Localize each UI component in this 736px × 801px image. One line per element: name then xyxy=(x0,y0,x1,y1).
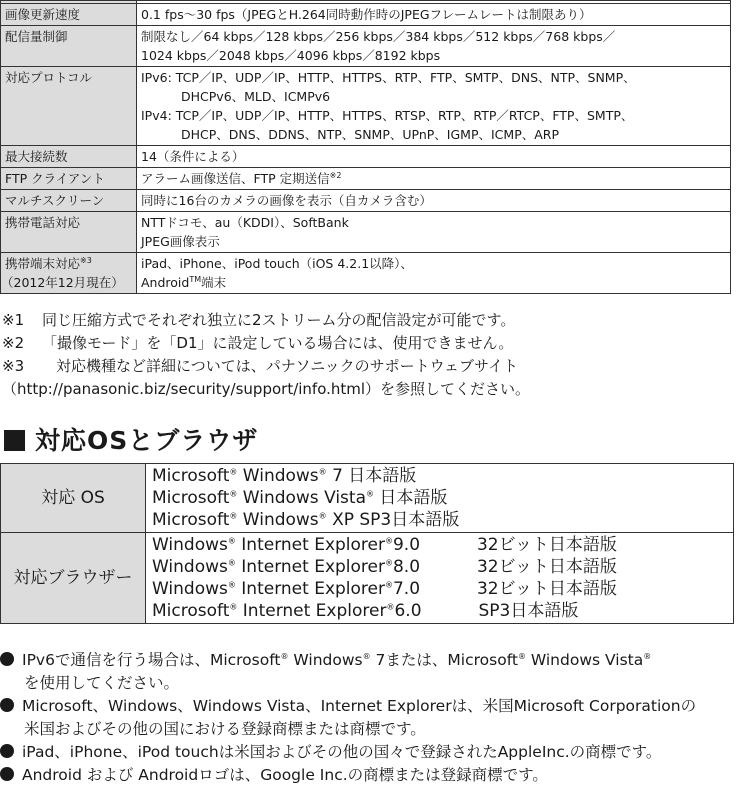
section-heading xyxy=(4,421,258,457)
os-browser-table xyxy=(0,463,734,624)
os-item: Microsoft® Windows Vista® 日本語版 xyxy=(152,488,448,508)
bullet-dot-icon xyxy=(0,744,14,758)
spec-value: 同時に16台のカメラの画像を表示（自カメラ含む） xyxy=(141,193,432,208)
browser-label: 対応ブラウザー xyxy=(1,533,146,624)
spec-key: FTP クライアント xyxy=(1,168,137,190)
os-item: Microsoft® Windows® 7 日本語版 xyxy=(152,466,417,486)
spec-value-tail: 端末 xyxy=(201,275,227,290)
spec-key: 携帯端末対応 xyxy=(5,256,81,271)
footnote-mark: ※3 xyxy=(2,357,25,375)
spec-key: 携帯電話対応 xyxy=(1,212,137,253)
footnote xyxy=(2,332,732,355)
spec-value: アラーム画像送信、FTP 定期送信 xyxy=(141,171,330,186)
spec-value: 14（条件による） xyxy=(141,149,245,164)
spec-key-note: （2012年12月現在） xyxy=(1,275,124,290)
browser-item: Windows® Internet Explorer®9.0 32ビット日本語版 xyxy=(152,535,617,555)
bullet-item: IPv6で通信を行う場合は、Microsoft® Windows® 7または、Microsoft® Windows Vista® xyxy=(0,649,736,672)
trademark-mark: TM xyxy=(189,274,202,284)
spec-row xyxy=(1,4,731,26)
spec-value: DHCPv6、MLD、ICMPv6 xyxy=(181,89,331,104)
spec-value: Android xyxy=(141,275,190,290)
spec-row xyxy=(1,67,731,146)
spec-key: 配信量制御 xyxy=(1,26,137,67)
spec-value: iPad、iPhone、iPod touch（iOS 4.2.1以降）、 xyxy=(141,256,413,271)
footnote-mark: ※2 xyxy=(2,334,25,352)
bullet-continuation: 米国およびその他の国における登録商標または商標です。 xyxy=(24,720,426,738)
spec-row xyxy=(1,212,731,253)
bullet-dot-icon xyxy=(0,767,14,781)
spec-value: DHCP、DNS、DDNS、NTP、SNMP、UPnP、IGMP、ICMP、ARP xyxy=(181,127,560,142)
footnote-ref: ※2 xyxy=(329,170,342,180)
spec-value: IPv6: TCP／IP、UDP／IP、HTTP、HTTPS、RTP、FTP、SMTP、DNS、NTP、SNMP、 xyxy=(141,70,636,85)
bullet-item: Android および Androidロゴは、Google Inc.の商標または登録商標です。 xyxy=(0,764,736,787)
bullet-dot-icon xyxy=(0,698,14,712)
bullet-item: Microsoft、Windows、Windows Vista、Internet Explorerは、米国Microsoft Corporationの xyxy=(0,695,736,718)
spec-value: JPEG画像表示 xyxy=(141,234,220,249)
footnotes xyxy=(2,309,732,401)
spec-key: 最大接続数 xyxy=(1,146,137,168)
footnote-url-line: （http://panasonic.biz/security/support/info.html）を参照してください。 xyxy=(2,380,531,398)
browser-item: Windows® Internet Explorer®8.0 32ビット日本語版 xyxy=(152,557,617,577)
spec-key: 対応プロトコル xyxy=(1,67,137,146)
footnote-text: 同じ圧縮方式でそれぞれ独立に2ストリーム分の配信設定が可能です。 xyxy=(42,311,516,329)
bullet-dot-icon xyxy=(0,652,14,666)
footnote xyxy=(2,355,732,378)
bullet-item: iPad、iPhone、iPod touchは米国およびその他の国々で登録されたAppleInc.の商標です。 xyxy=(0,741,736,764)
spec-value: IPv4: TCP／IP、UDP／IP、HTTP、HTTPS、RTSP、RTP、RTP／RTCP、FTP、SMTP、 xyxy=(141,108,634,123)
spec-table xyxy=(0,0,731,294)
trademark-notes xyxy=(0,649,736,787)
spec-row xyxy=(1,168,731,190)
spec-row xyxy=(1,146,731,168)
footnote-mark: ※1 xyxy=(2,311,25,329)
spec-row xyxy=(1,253,731,294)
footnote-text: 対応機種など詳細については、パナソニックのサポートウェブサイト xyxy=(56,357,519,375)
spec-value: 制限なし／64 kbps／128 kbps／256 kbps／384 kbps／512 kbps／768 kbps／ xyxy=(141,29,616,44)
spec-value: 1024 kbps／2048 kbps／4096 kbps／8192 kbps xyxy=(141,48,441,63)
square-bullet-icon xyxy=(4,430,25,451)
os-label: 対応 OS xyxy=(1,464,146,533)
spec-key: マルチスクリーン xyxy=(1,190,137,212)
spec-value: 0.1 fps～30 fps（JPEGとH.264同時動作時のJPEGフレームレートは制限あり） xyxy=(141,7,592,22)
footnote-ref: ※3 xyxy=(80,255,92,265)
os-item: Microsoft® Windows® XP SP3日本語版 xyxy=(152,510,460,530)
browser-item: Windows® Internet Explorer®7.0 32ビット日本語版 xyxy=(152,579,617,599)
os-row xyxy=(1,464,734,533)
footnote-text: 「撮像モード」を「D1」に設定している場合には、使用できません。 xyxy=(42,334,514,352)
bullet-continuation: を使用してください。 xyxy=(24,674,180,692)
browser-row xyxy=(1,533,734,624)
browser-item: Microsoft® Internet Explorer®6.0 SP3日本語版 xyxy=(152,601,579,621)
section-title: 対応OSとブラウザ xyxy=(35,426,259,455)
spec-value: NTTドコモ、au（KDDI）、SoftBank xyxy=(141,215,349,230)
footnote xyxy=(2,309,732,332)
spec-row xyxy=(1,190,731,212)
spec-row xyxy=(1,26,731,67)
spec-key: 画像更新速度 xyxy=(1,4,137,26)
